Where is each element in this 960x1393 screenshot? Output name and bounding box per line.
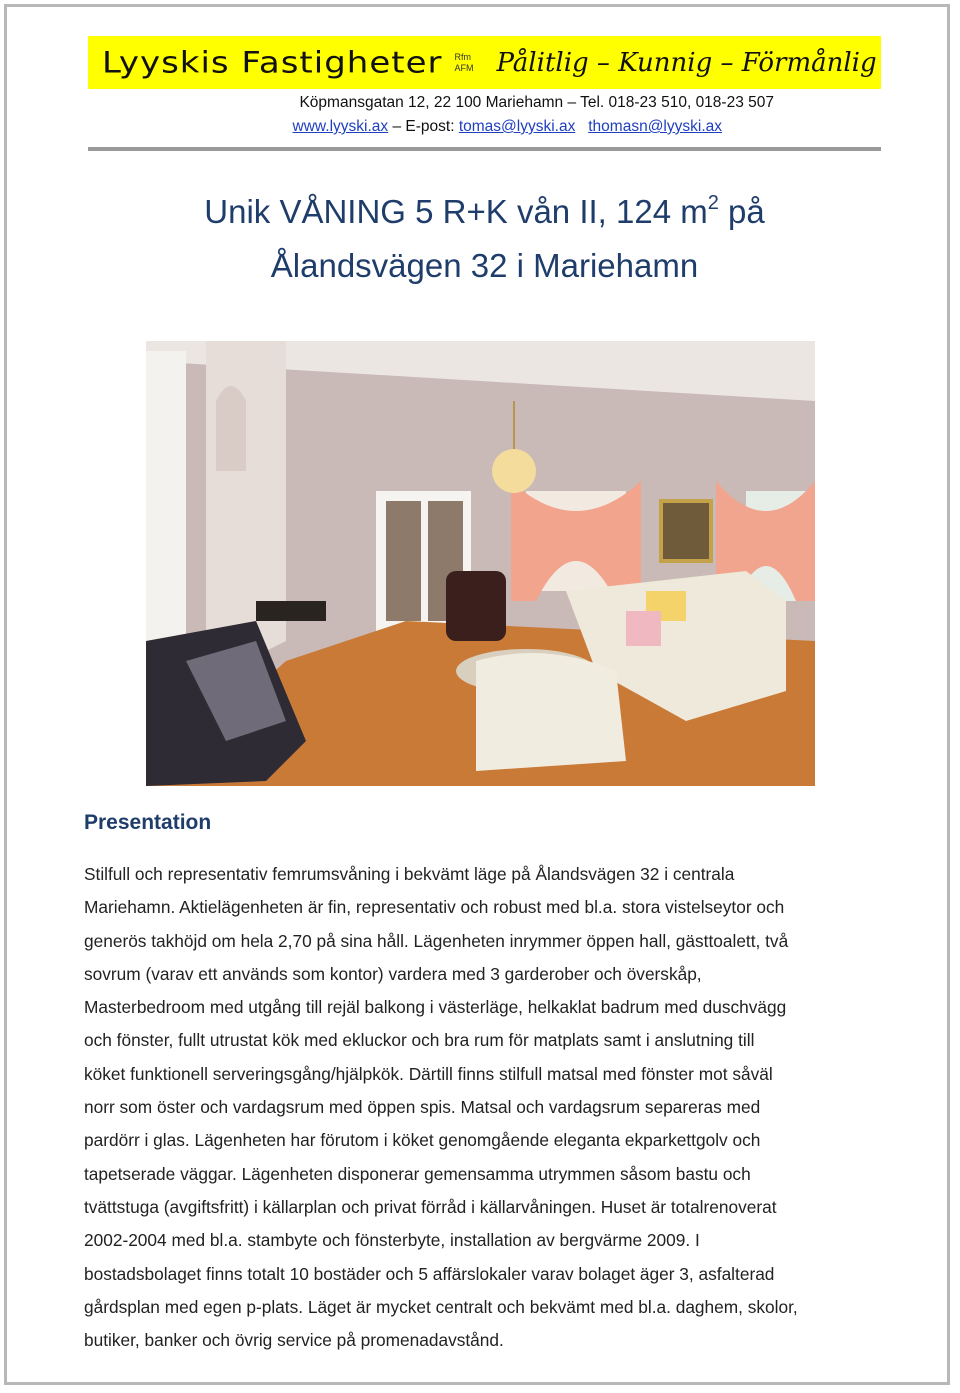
text-line: bostadsbolaget finns totalt 10 bostäder och 5 affärslokaler varav bolaget äger 3, asfalterad xyxy=(84,1263,775,1284)
email-link-1[interactable]: tomas@lyyski.ax xyxy=(458,118,576,135)
page-title-line-2: Ålandsvägen 32 i Mariehamn xyxy=(270,247,699,284)
brand-affiliation xyxy=(454,52,478,74)
title-text: Unik VÅNING 5 R+K vån II, 124 m xyxy=(204,193,708,230)
brand-sub-afm: AFM xyxy=(454,62,474,73)
website-link[interactable]: www.lyyski.ax xyxy=(292,118,389,135)
presentation-text xyxy=(84,858,884,1357)
text-line: tapetserade väggar. Lägenheten disponerar gemensamma utrymmen såsom bastu och xyxy=(84,1163,751,1184)
text-line: Masterbedroom med utgång till rejäl balkong i västerläge, helkaklat badrum med duschvägg xyxy=(84,997,787,1018)
text-line: köket funktionell serveringsgång/hjälpkök. Därtill finns stilfull matsal med fönster mot såväl xyxy=(84,1063,773,1084)
header-divider xyxy=(88,147,881,151)
brand-logo: Lyyskis Fastigheter xyxy=(102,45,443,80)
text-line: Stilfull och representativ femrumsvåning i bekvämt läge på Ålandsvägen 32 i centrala xyxy=(84,864,735,884)
brand-sub-rfm: Rfm xyxy=(454,51,471,62)
text-line: och fönster, fullt utrustat kök med ekluckor och bra rum för matplats samt i anslutning till xyxy=(84,1030,755,1051)
address-line: Köpmansgatan 12, 22 100 Mariehamn – Tel. 018-23 510, 018-23 507 xyxy=(299,94,774,111)
text-line: 2002-2004 med bl.a. stambyte och fönsterbyte, installation av bergvärme 2009. I xyxy=(84,1230,700,1251)
text-line: tvättstuga (avgiftsfritt) i källarplan och privat förråd i källarvåningen. Huset är totalrenoverat xyxy=(84,1196,777,1217)
text-line: butiker, banker och övrig service på promenadavstånd. xyxy=(84,1330,504,1351)
contact-line xyxy=(293,118,722,136)
email-label: – E-post: xyxy=(392,118,455,135)
text-line: generös takhöjd om hela 2,70 på sina håll. Lägenheten inrymmer öppen hall, gästtoalett, två xyxy=(84,930,789,951)
text-line: Mariehamn. Aktielägenheten är fin, representativ och robust med bl.a. stora vistelseytor och xyxy=(84,897,785,918)
title-superscript: 2 xyxy=(707,192,719,214)
section-heading: Presentation xyxy=(84,811,212,834)
text-line: norr som öster och vardagsrum med öppen spis. Matsal och vardagsrum separeras med xyxy=(84,1097,761,1118)
text-line: pardörr i glas. Lägenheten har förutom i köket genomgående eleganta ekparkettgolv och xyxy=(84,1130,761,1151)
page-title-line-1 xyxy=(88,192,881,231)
text-line: sovrum (varav ett används som kontor) vardera med 3 garderober och överskåp, xyxy=(84,963,702,984)
tagline: Pålitlig – Kunnig – Förmånlig xyxy=(496,47,877,78)
text-line: gårdsplan med egen p-plats. Läget är mycket centralt och bekvämt med bl.a. daghem, skolor, xyxy=(84,1296,798,1317)
header-banner xyxy=(88,36,881,89)
email-link-2[interactable]: thomasn@lyyski.ax xyxy=(588,118,722,135)
title-text-end: på xyxy=(718,193,765,230)
living-room-photo xyxy=(146,341,815,786)
